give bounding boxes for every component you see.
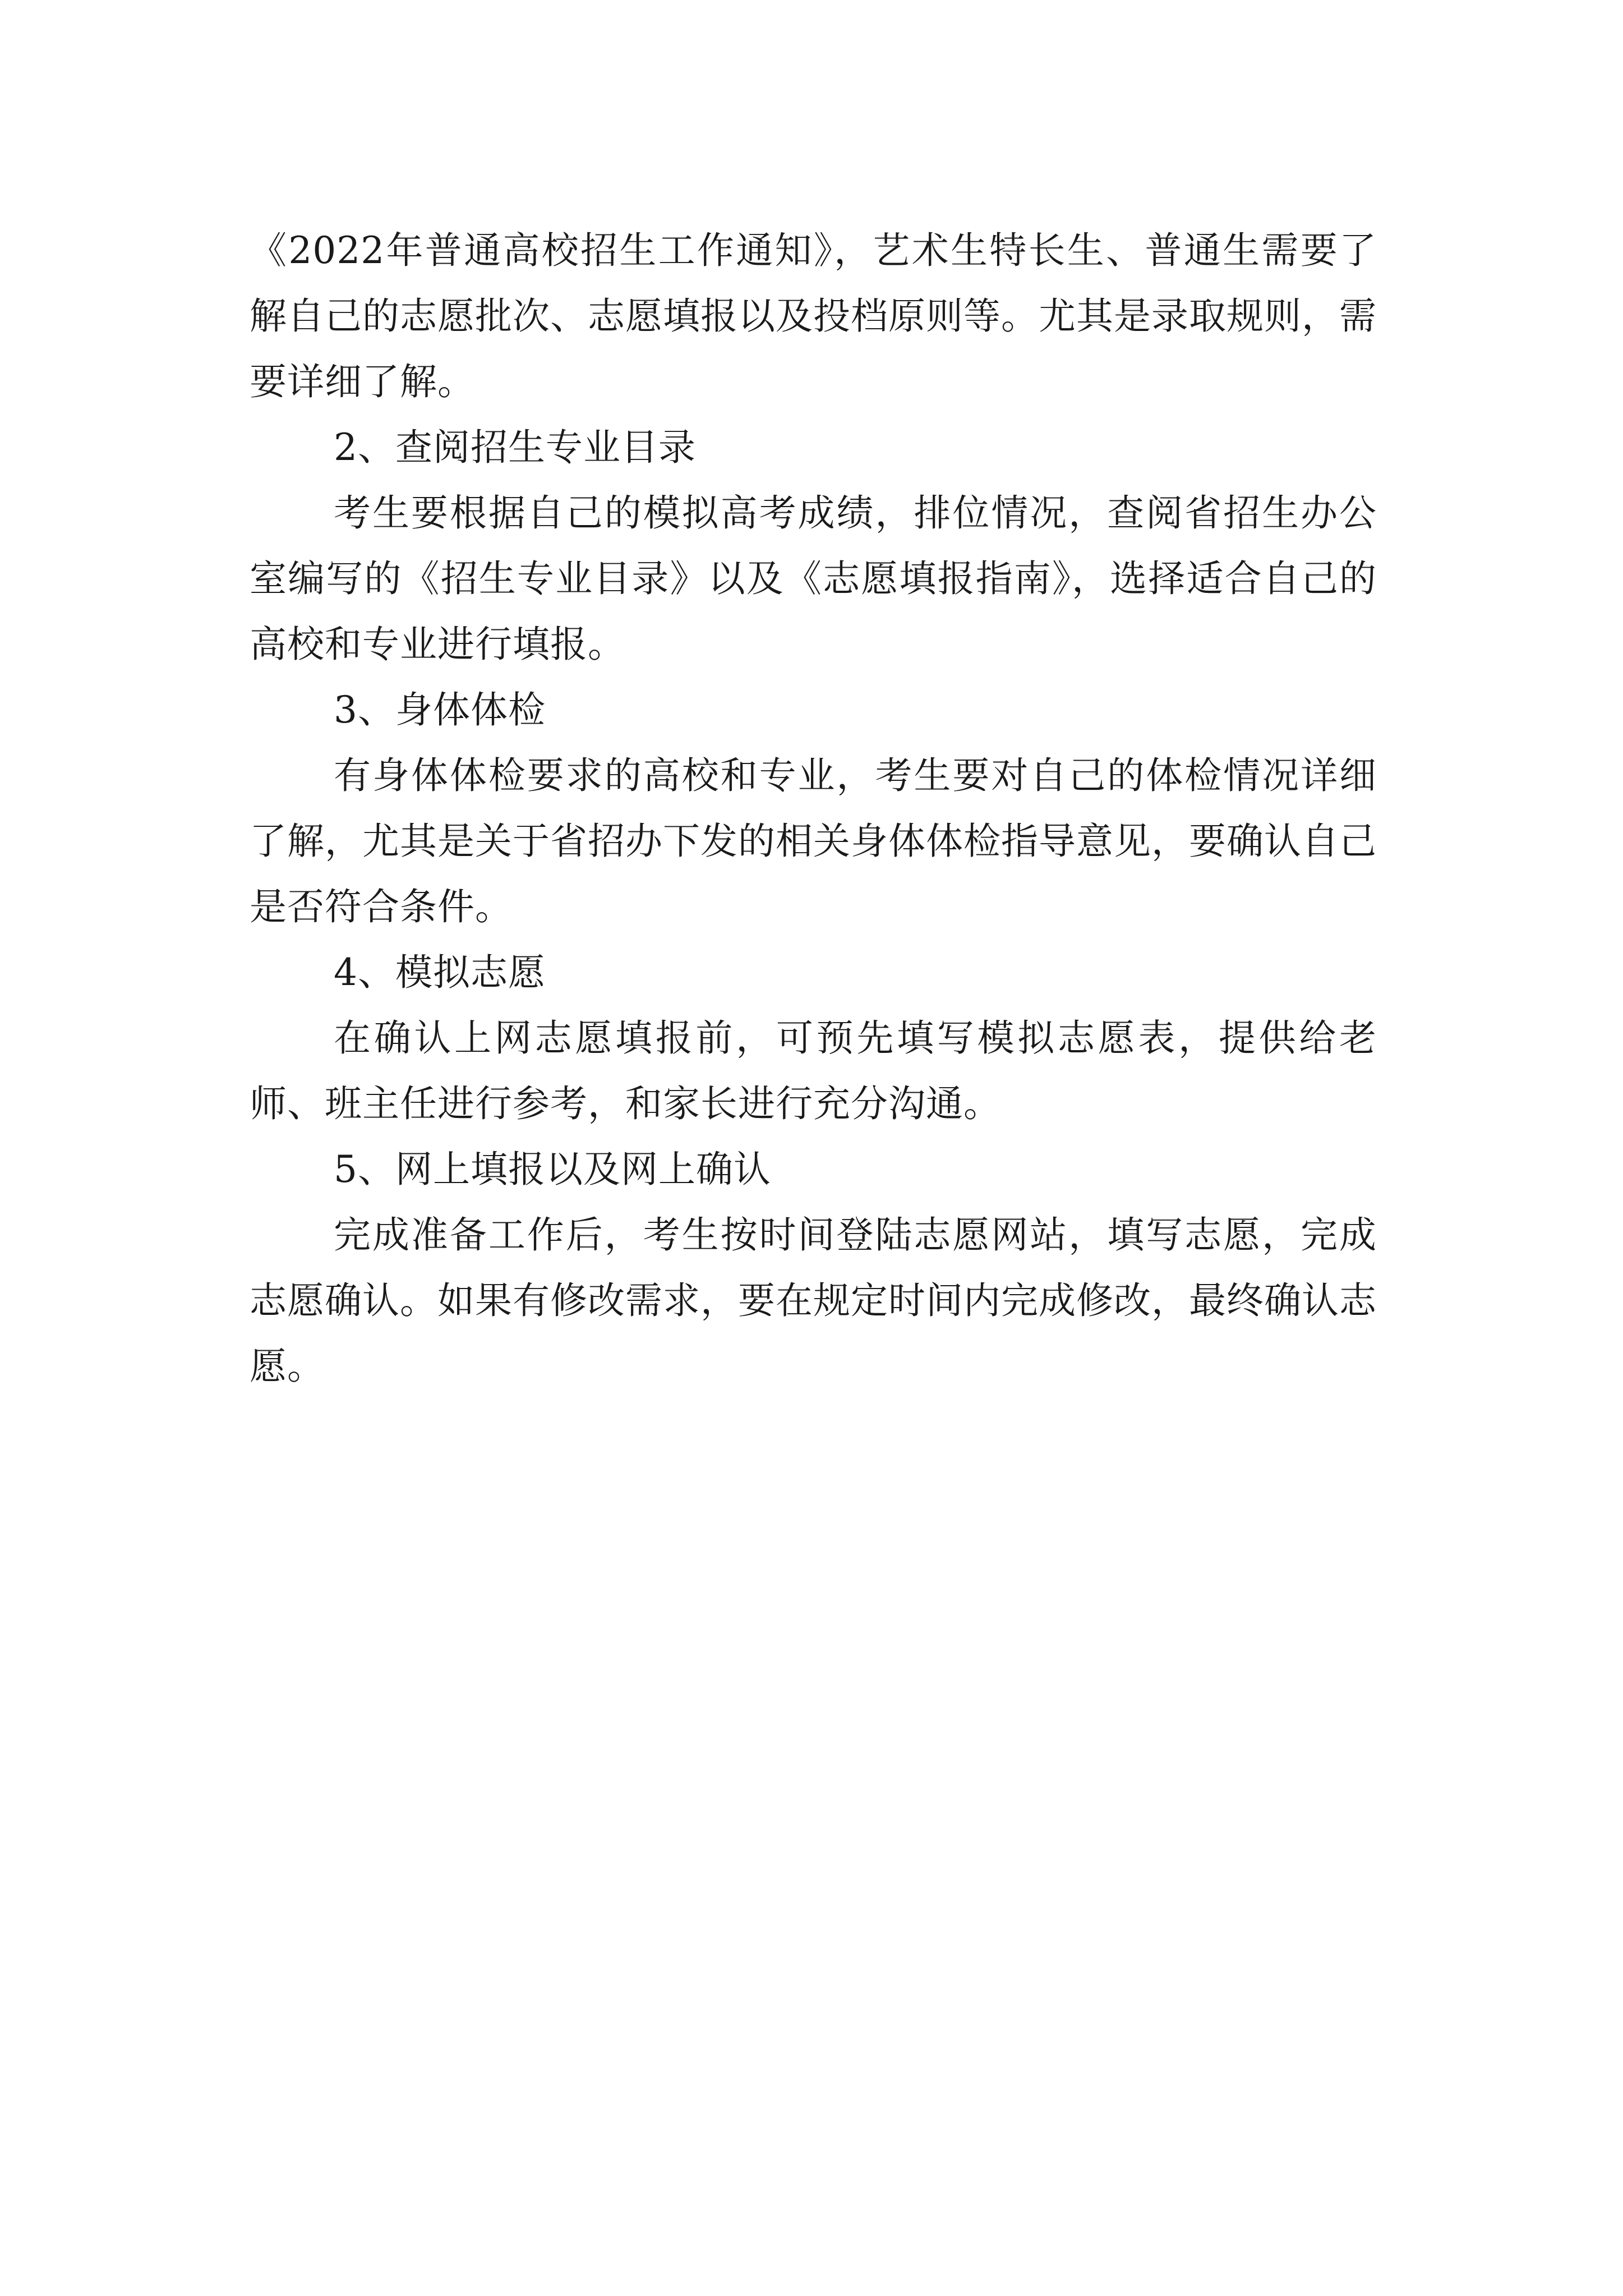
document-body <box>250 218 1377 1399</box>
paragraph-online-submission: 完成准备工作后，考生按时间登陆志愿网站，填写志愿，完成志愿确认。如果有修改需求，要在规定时间内完成修改，最终确认志愿。 <box>250 1213 1377 1388</box>
paragraph-mock-application: 在确认上网志愿填报前，可预先填写模拟志愿表，提供给老师、班主任进行参考，和家长进行充分沟通。 <box>250 1016 1377 1125</box>
paragraph-check-major-catalog: 考生要根据自己的模拟高考成绩，排位情况，查阅省招生办公室编写的《招生专业目录》以及《志愿填报指南》，选择适合自己的高校和专业进行填报。 <box>250 491 1377 666</box>
paragraph-physical-exam: 有身体体检要求的高校和专业，考生要对自己的体检情况详细了解，尤其是关于省招办下发的相关身体体检指导意见，要确认自己是否符合条件。 <box>250 754 1377 928</box>
heading-check-major-catalog: 2、查阅招生专业目录 <box>334 426 696 469</box>
paragraph-admission-notice: 《2022年普通高校招生工作通知》，艺术生特长生、普通生需要了解自己的志愿批次、志愿填报以及投档原则等。尤其是录取规则，需要详细了解。 <box>250 229 1377 403</box>
heading-physical-exam: 3、身体体检 <box>334 688 546 731</box>
heading-online-submission: 5、网上填报以及网上确认 <box>334 1148 771 1191</box>
heading-mock-application: 4、模拟志愿 <box>334 951 546 994</box>
